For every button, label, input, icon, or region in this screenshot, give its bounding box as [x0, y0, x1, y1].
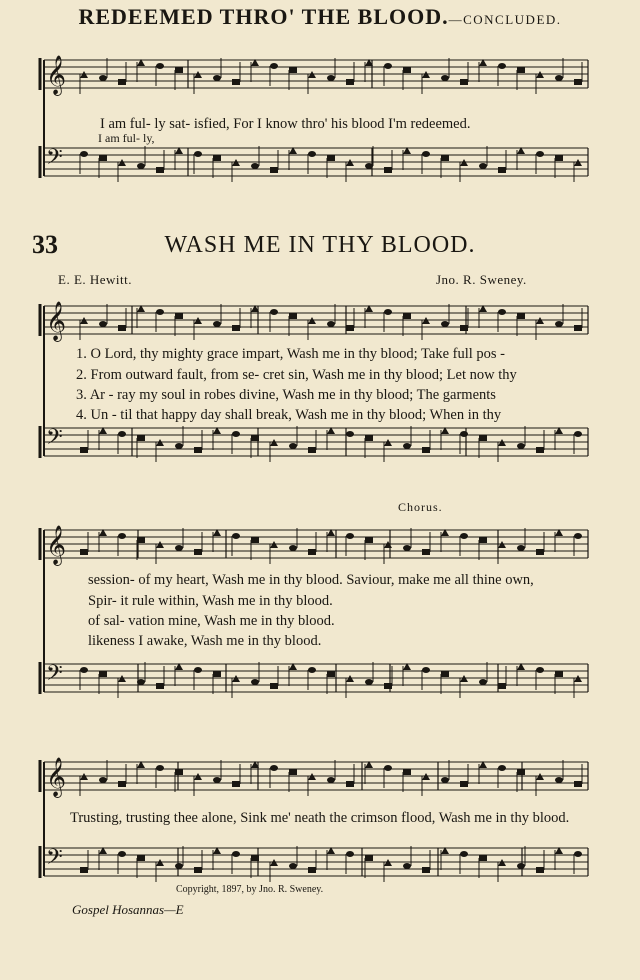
note-head [289, 545, 297, 551]
shape-note-head [194, 447, 202, 453]
shape-note-head [479, 855, 487, 861]
treble-clef: 𝄞 [46, 55, 67, 95]
shape-note-head [251, 435, 259, 441]
note-head [555, 321, 563, 327]
note-head [308, 151, 316, 157]
shape-note-head [175, 769, 183, 775]
note-head [80, 667, 88, 673]
note-head [175, 443, 183, 449]
bass-clef: 𝄢 [46, 145, 63, 175]
note-head [251, 679, 259, 685]
shape-note-head [346, 781, 354, 787]
note-head [327, 777, 335, 783]
shape-note-head [422, 867, 430, 873]
note-head [213, 777, 221, 783]
note-head [327, 75, 335, 81]
treble-clef: 𝄞 [46, 525, 67, 565]
note-head [441, 321, 449, 327]
shape-note-head [175, 313, 183, 319]
shape-note-head [118, 79, 126, 85]
note-head [403, 443, 411, 449]
note-head [213, 321, 221, 327]
note-head [384, 765, 392, 771]
note-head [99, 777, 107, 783]
shape-note-head [327, 671, 335, 677]
verse-line: Spir- it rule within, Wash me in thy blood. [88, 593, 333, 609]
note-head [460, 533, 468, 539]
note-head [536, 667, 544, 673]
note-head [175, 863, 183, 869]
chorus-label: Chorus. [398, 500, 443, 514]
shape-note-head [517, 313, 525, 319]
shape-note-head [194, 867, 202, 873]
shape-note-head [517, 769, 525, 775]
note-head [156, 765, 164, 771]
shape-note-head [232, 79, 240, 85]
shape-note-head [118, 781, 126, 787]
note-head [498, 765, 506, 771]
note-head [137, 679, 145, 685]
shape-note-head [232, 325, 240, 331]
note-head [270, 309, 278, 315]
note-head [118, 851, 126, 857]
shape-note-head [327, 155, 335, 161]
shape-note-head [536, 867, 544, 873]
shape-note-head [251, 855, 259, 861]
note-head [536, 151, 544, 157]
shape-note-head [479, 435, 487, 441]
shape-note-head [80, 867, 88, 873]
note-head [308, 667, 316, 673]
shape-note-head [517, 67, 525, 73]
shape-note-head [175, 67, 183, 73]
note-head [555, 75, 563, 81]
shape-note-head [498, 167, 506, 173]
note-head [232, 533, 240, 539]
shape-note-head [365, 855, 373, 861]
bass-clef: 𝄢 [46, 661, 63, 691]
hymn-author: E. E. Hewitt. [58, 272, 133, 287]
shape-note-head [403, 769, 411, 775]
shape-note-head [80, 549, 88, 555]
shape-note-head [213, 155, 221, 161]
shape-note-head [194, 549, 202, 555]
note-head [574, 851, 582, 857]
note-head [498, 63, 506, 69]
note-head [384, 63, 392, 69]
note-head [156, 63, 164, 69]
shape-note-head [289, 313, 297, 319]
note-head [517, 863, 525, 869]
shape-note-head [137, 537, 145, 543]
note-head [346, 431, 354, 437]
note-head [479, 679, 487, 685]
verse-line: 1. O Lord, thy mighty grace impart, Wash me in thy blood; Take full pos - [76, 346, 505, 362]
note-head [403, 545, 411, 551]
shape-note-head [308, 447, 316, 453]
note-head [555, 777, 563, 783]
shape-note-head [346, 325, 354, 331]
note-head [289, 863, 297, 869]
note-head [460, 851, 468, 857]
bass-clef: 𝄢 [46, 425, 63, 455]
shape-note-head [365, 537, 373, 543]
shape-note-head [346, 79, 354, 85]
shape-note-head [365, 435, 373, 441]
shape-note-head [460, 781, 468, 787]
shape-note-head [232, 781, 240, 787]
note-head [175, 545, 183, 551]
note-head [213, 75, 221, 81]
note-head [365, 163, 373, 169]
shape-note-head [270, 167, 278, 173]
note-head [384, 309, 392, 315]
note-head [460, 431, 468, 437]
shape-note-head [460, 325, 468, 331]
note-head [99, 321, 107, 327]
shape-note-head [498, 683, 506, 689]
note-head [346, 851, 354, 857]
note-head [422, 667, 430, 673]
note-head [232, 431, 240, 437]
shape-note-head [422, 549, 430, 555]
shape-note-head [555, 671, 563, 677]
top-lyric-line: I am ful- ly, [98, 131, 155, 145]
note-head [574, 533, 582, 539]
shape-note-head [289, 67, 297, 73]
treble-clef: 𝄞 [46, 757, 67, 797]
note-head [270, 63, 278, 69]
shape-note-head [308, 549, 316, 555]
top-lyric-line: I am ful- ly sat- isfied, For I know thro' his blood I'm redeemed. [100, 116, 471, 132]
shape-note-head [441, 671, 449, 677]
shape-note-head [574, 781, 582, 787]
shape-note-head [403, 67, 411, 73]
shape-note-head [80, 447, 88, 453]
shape-note-head [555, 155, 563, 161]
shape-note-head [308, 867, 316, 873]
note-head [441, 777, 449, 783]
shape-note-head [156, 167, 164, 173]
shape-note-head [99, 671, 107, 677]
note-head [498, 309, 506, 315]
note-head [270, 765, 278, 771]
note-head [327, 321, 335, 327]
shape-note-head [289, 769, 297, 775]
shape-note-head [251, 537, 259, 543]
hymn-title: WASH ME IN THY BLOOD. [164, 232, 476, 258]
shape-note-head [99, 155, 107, 161]
shape-note-head [441, 155, 449, 161]
note-head [156, 309, 164, 315]
header-title: REDEEMED THRO' THE BLOOD. [78, 4, 449, 29]
note-head [251, 163, 259, 169]
note-head [422, 151, 430, 157]
note-head [441, 75, 449, 81]
note-head [80, 151, 88, 157]
note-head [403, 863, 411, 869]
shape-note-head [213, 671, 221, 677]
verse-line: session- of my heart, Wash me in thy blood. Saviour, make me all thine own, [88, 572, 534, 588]
note-head [232, 851, 240, 857]
note-head [118, 533, 126, 539]
note-head [574, 431, 582, 437]
shape-note-head [137, 435, 145, 441]
note-head [194, 151, 202, 157]
shape-note-head [270, 683, 278, 689]
note-head [99, 75, 107, 81]
shape-note-head [422, 447, 430, 453]
page-footer: Gospel Hosannas—E [72, 902, 184, 917]
header-suffix: —CONCLUDED. [448, 12, 562, 27]
note-head [365, 679, 373, 685]
copyright-notice: Copyright, 1897, by Jno. R. Sweney. [176, 884, 324, 895]
note-head [517, 545, 525, 551]
hymn-number: 33 [32, 230, 58, 259]
shape-note-head [479, 537, 487, 543]
shape-note-head [536, 549, 544, 555]
shape-note-head [536, 447, 544, 453]
verse-line: 2. From outward fault, from se- cret sin, Wash me in thy blood; Let now thy [76, 367, 517, 383]
note-head [137, 163, 145, 169]
verse-line: 3. Ar - ray my soul in robes divine, Wash me in thy blood; The garments [76, 387, 496, 403]
note-head [479, 163, 487, 169]
shape-note-head [574, 79, 582, 85]
note-head [289, 443, 297, 449]
note-head [517, 443, 525, 449]
note-head [346, 533, 354, 539]
shape-note-head [118, 325, 126, 331]
bass-clef: 𝄢 [46, 845, 63, 875]
shape-note-head [156, 683, 164, 689]
chorus-lyric-line: Trusting, trusting thee alone, Sink me' neath the crimson flood, Wash me in thy blood. [70, 810, 570, 826]
verse-line: of sal- vation mine, Wash me in thy blood. [88, 613, 335, 629]
shape-note-head [403, 313, 411, 319]
note-head [118, 431, 126, 437]
shape-note-head [137, 855, 145, 861]
shape-note-head [574, 325, 582, 331]
verse-line: likeness I awake, Wash me in thy blood. [88, 633, 322, 649]
treble-clef: 𝄞 [46, 301, 67, 341]
hymn-composer: Jno. R. Sweney. [436, 272, 527, 287]
shape-note-head [384, 167, 392, 173]
note-head [194, 667, 202, 673]
shape-note-head [384, 683, 392, 689]
shape-note-head [460, 79, 468, 85]
verse-line: 4. Un - til that happy day shall break, Wash me in thy blood; When in thy [76, 407, 502, 423]
